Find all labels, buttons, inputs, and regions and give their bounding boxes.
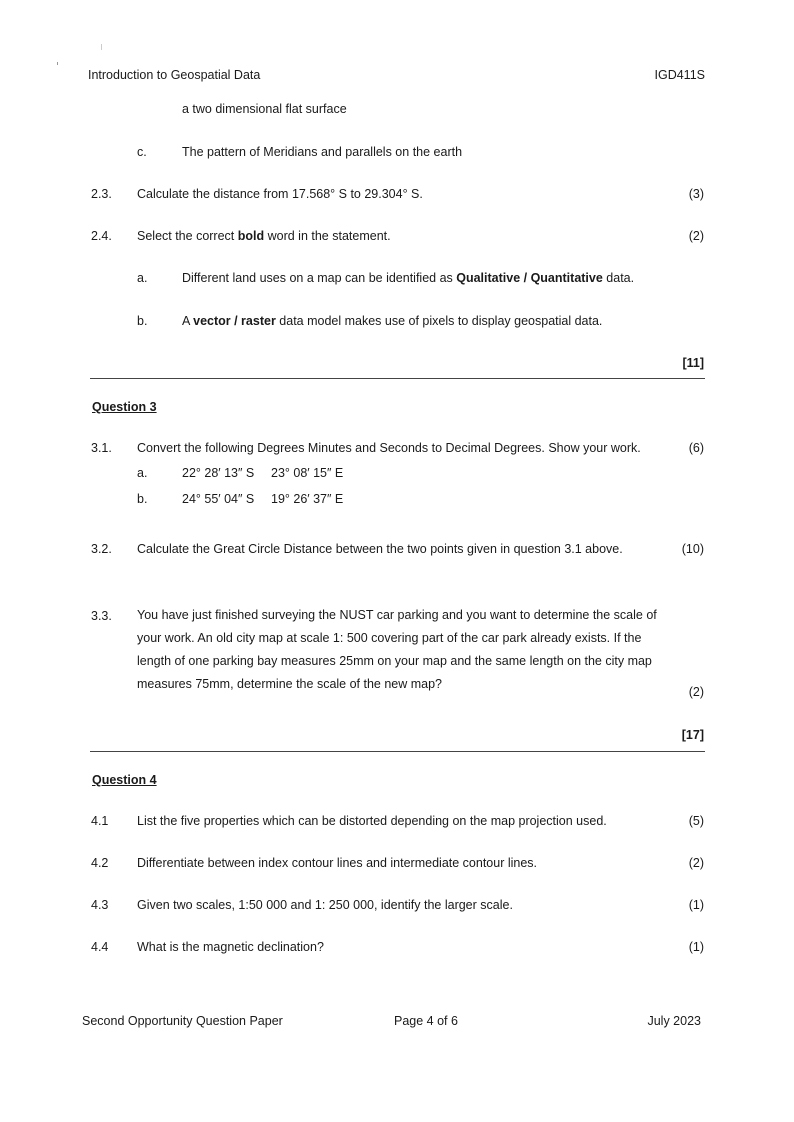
footer-date: July 2023 bbox=[647, 1014, 701, 1028]
question-marks: (2) bbox=[688, 685, 704, 699]
question-number: 3.1. bbox=[91, 441, 112, 455]
coord-a-lat: 22° 28′ 13″ S bbox=[182, 466, 255, 480]
option-b-label: b. bbox=[137, 314, 148, 328]
question-marks: (3) bbox=[688, 187, 704, 201]
option-c-text: The pattern of Meridians and parallels on the earth bbox=[182, 145, 463, 159]
section-total: [11] bbox=[682, 356, 704, 370]
question-number: 3.2. bbox=[91, 542, 112, 556]
section-total: [17] bbox=[681, 728, 704, 742]
continuation-text: a two dimensional flat surface bbox=[182, 102, 347, 116]
option-b-text: A vector / raster data model makes use of pixels to display geospatial data. bbox=[182, 314, 603, 328]
question-text: Calculate the distance from 17.568° S to 29.304° S. bbox=[137, 187, 423, 201]
question-3-heading: Question 3 bbox=[92, 400, 157, 414]
question-number: 4.4 bbox=[91, 940, 109, 954]
question-text: Calculate the Great Circle Distance between the two points given in question 3.1 above. bbox=[137, 542, 623, 556]
question-number: 3.3. bbox=[91, 609, 112, 623]
footer-page-number: Page 4 of 6 bbox=[394, 1014, 458, 1028]
question-text: List the five properties which can be distorted depending on the map projection used. bbox=[137, 814, 607, 828]
question-number: 4.2 bbox=[91, 856, 109, 870]
question-text: Select the correct bold word in the statement. bbox=[137, 229, 391, 243]
question-number: 2.3. bbox=[91, 187, 112, 201]
question-marks: (6) bbox=[688, 441, 704, 455]
question-text: Given two scales, 1:50 000 and 1: 250 000, identify the larger scale. bbox=[137, 898, 513, 912]
header-course-code: IGD411S bbox=[654, 68, 705, 82]
coord-b-label: b. bbox=[137, 492, 148, 506]
scan-speck bbox=[57, 62, 58, 65]
question-number: 4.1 bbox=[91, 814, 109, 828]
question-marks: (1) bbox=[688, 940, 704, 954]
coord-a-label: a. bbox=[137, 466, 148, 480]
question-marks: (2) bbox=[688, 856, 704, 870]
question-4-heading: Question 4 bbox=[92, 773, 157, 787]
question-text: You have just finished surveying the NUST car parking and you want to determine the scale of your work. An old city map at scale 1: 500 covering part of the car park already exists. If the length of one parking bay measures 25mm on your map and the same length on the city map measures 75mm, determine the scale of the new map? bbox=[137, 608, 657, 691]
question-text: Differentiate between index contour lines and intermediate contour lines. bbox=[137, 856, 538, 870]
option-a-text: Different land uses on a map can be identified as Qualitative / Quantitative data. bbox=[182, 271, 635, 285]
question-marks: (1) bbox=[688, 898, 704, 912]
scan-speck bbox=[101, 44, 102, 50]
question-number: 2.4. bbox=[91, 229, 112, 243]
coord-b-lat: 24° 55′ 04″ S bbox=[182, 492, 255, 506]
question-marks: (10) bbox=[681, 542, 704, 556]
question-text: What is the magnetic declination? bbox=[137, 940, 324, 954]
footer-paper-type: Second Opportunity Question Paper bbox=[82, 1014, 283, 1028]
question-number: 4.3 bbox=[91, 898, 109, 912]
coord-a-lon: 23° 08′ 15″ E bbox=[271, 466, 344, 480]
coord-b-lon: 19° 26′ 37″ E bbox=[271, 492, 344, 506]
header-course-title: Introduction to Geospatial Data bbox=[88, 68, 261, 82]
section-divider bbox=[90, 751, 705, 752]
question-text: Convert the following Degrees Minutes and Seconds to Decimal Degrees. Show your work. bbox=[137, 441, 641, 455]
section-divider bbox=[90, 378, 705, 379]
option-a-label: a. bbox=[137, 271, 148, 285]
option-c-label: c. bbox=[137, 145, 147, 159]
question-marks: (5) bbox=[688, 814, 704, 828]
question-marks: (2) bbox=[688, 229, 704, 243]
